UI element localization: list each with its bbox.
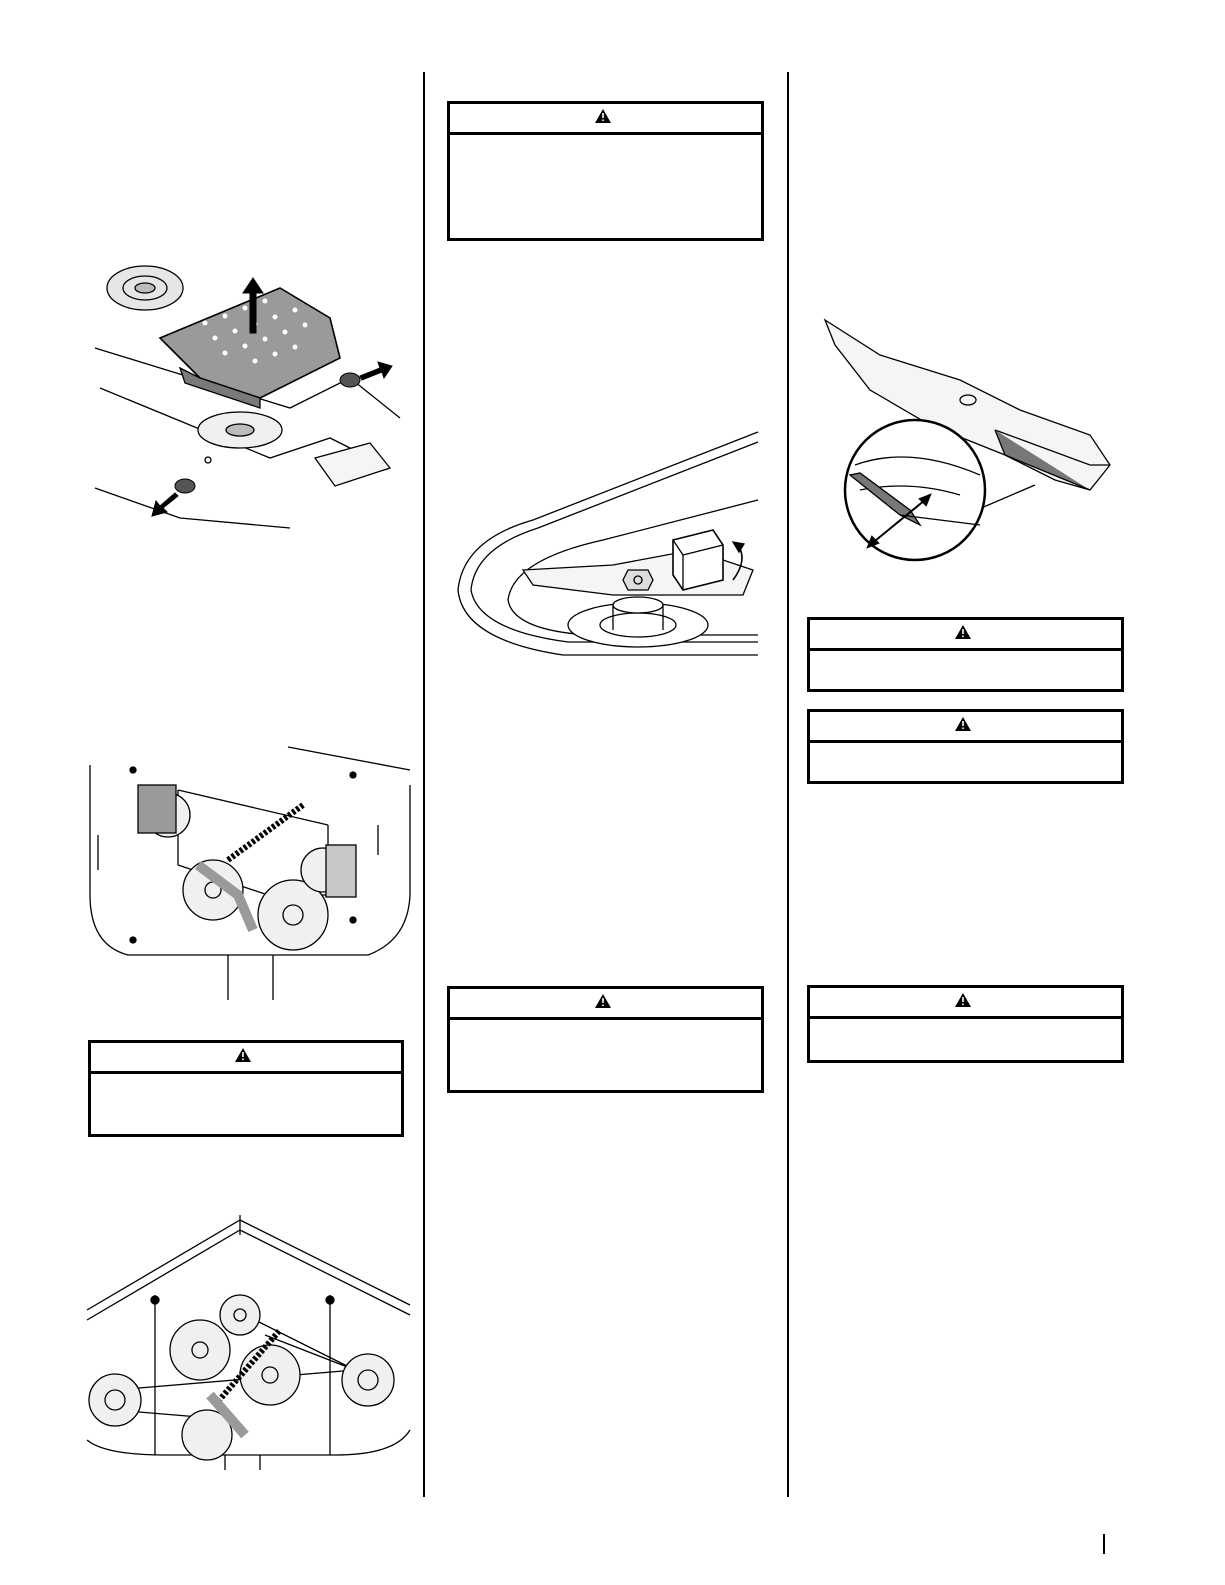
blade-block-figure xyxy=(453,430,763,665)
belt-cover-removal-figure xyxy=(90,258,410,538)
warning-box xyxy=(807,985,1124,1063)
warning-header xyxy=(450,104,761,135)
warning-box xyxy=(447,986,764,1093)
warning-box xyxy=(807,617,1124,692)
warning-header xyxy=(450,989,761,1020)
page-number-divider xyxy=(1103,1534,1105,1554)
warning-text xyxy=(810,1019,1121,1035)
warning-box xyxy=(447,101,764,241)
warning-triangle-icon xyxy=(955,625,971,644)
warning-box xyxy=(807,709,1124,784)
warning-triangle-icon xyxy=(235,1048,251,1067)
warning-triangle-icon xyxy=(955,993,971,1012)
warning-text xyxy=(810,651,1121,667)
warning-header xyxy=(91,1043,401,1074)
warning-text xyxy=(450,1020,761,1036)
belt-routing-figure-b xyxy=(85,1210,415,1470)
warning-triangle-icon xyxy=(955,717,971,736)
warning-header xyxy=(810,988,1121,1019)
warning-triangle-icon xyxy=(595,994,611,1013)
warning-header xyxy=(810,712,1121,743)
warning-text xyxy=(91,1074,401,1090)
warning-box xyxy=(88,1040,404,1137)
blade-sharpening-figure xyxy=(820,315,1120,565)
warning-text xyxy=(450,135,761,151)
warning-header xyxy=(810,620,1121,651)
column-divider-right xyxy=(787,72,789,1497)
belt-routing-figure-a xyxy=(88,745,413,1000)
warning-text xyxy=(810,743,1121,759)
warning-triangle-icon xyxy=(595,109,611,128)
column-divider-left xyxy=(423,72,425,1497)
